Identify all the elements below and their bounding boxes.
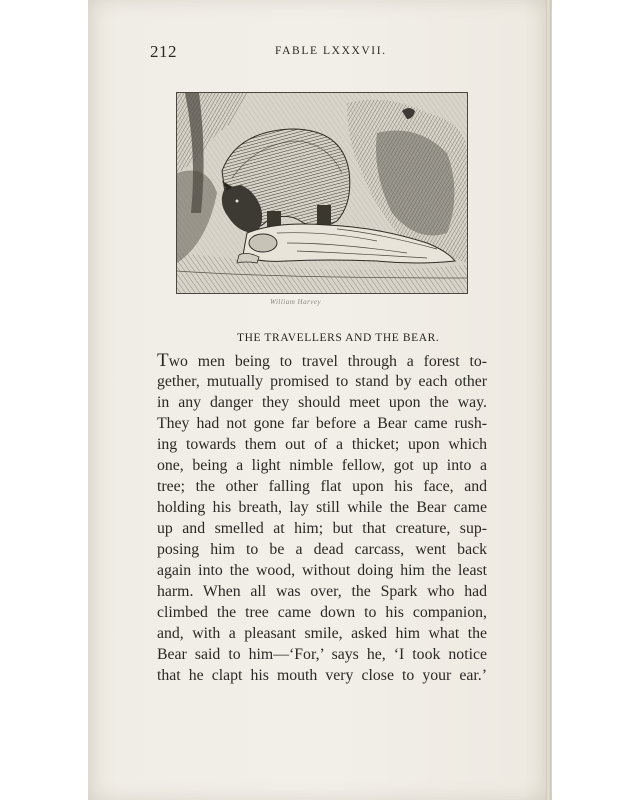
page-header	[150, 42, 480, 62]
engraving-plate	[176, 92, 468, 294]
engraver-signature: William Harvey	[270, 298, 322, 306]
text-line: Two men being to travel through a forest to-	[157, 350, 487, 371]
text-line: harm. When all was over, the Spark who had	[157, 583, 487, 600]
text-line: holding his breath, lay still while the Bear came	[157, 499, 487, 516]
fable-title: THE TRAVELLERS AND THE BEAR.	[237, 332, 440, 344]
text-line: tree; the other falling flat upon his face, and	[157, 478, 487, 495]
page-number: 212	[150, 42, 177, 61]
text-line: Bear said to him—‘For,’ says he, ‘I took notice	[157, 646, 487, 663]
page-edge	[546, 0, 551, 800]
text-line: and, with a pleasant smile, asked him what the	[157, 625, 487, 642]
running-head: FABLE LXXXVII.	[275, 45, 387, 57]
text-line: up and smelled at him; but that creature, sup-	[157, 520, 487, 537]
bear-engraving-icon	[177, 93, 467, 293]
text-line: gether, mutually promised to stand by each other	[157, 373, 487, 390]
text-line: in any danger they should meet upon the way.	[157, 394, 487, 411]
text-line: ing towards them out of a thicket; upon which	[157, 436, 487, 453]
text-line: that he clapt his mouth very close to your ear.’	[157, 667, 487, 684]
text-line: again into the wood, without doing him the least	[157, 562, 487, 579]
text-line: climbed the tree came down to his companion,	[157, 604, 487, 621]
fable-text	[157, 350, 487, 686]
text-line: They had not gone far before a Bear came rush-	[157, 415, 487, 432]
text-line: posing him to be a dead carcass, went back	[157, 541, 487, 558]
text-line: one, being a light nimble fellow, got up into a	[157, 457, 487, 474]
